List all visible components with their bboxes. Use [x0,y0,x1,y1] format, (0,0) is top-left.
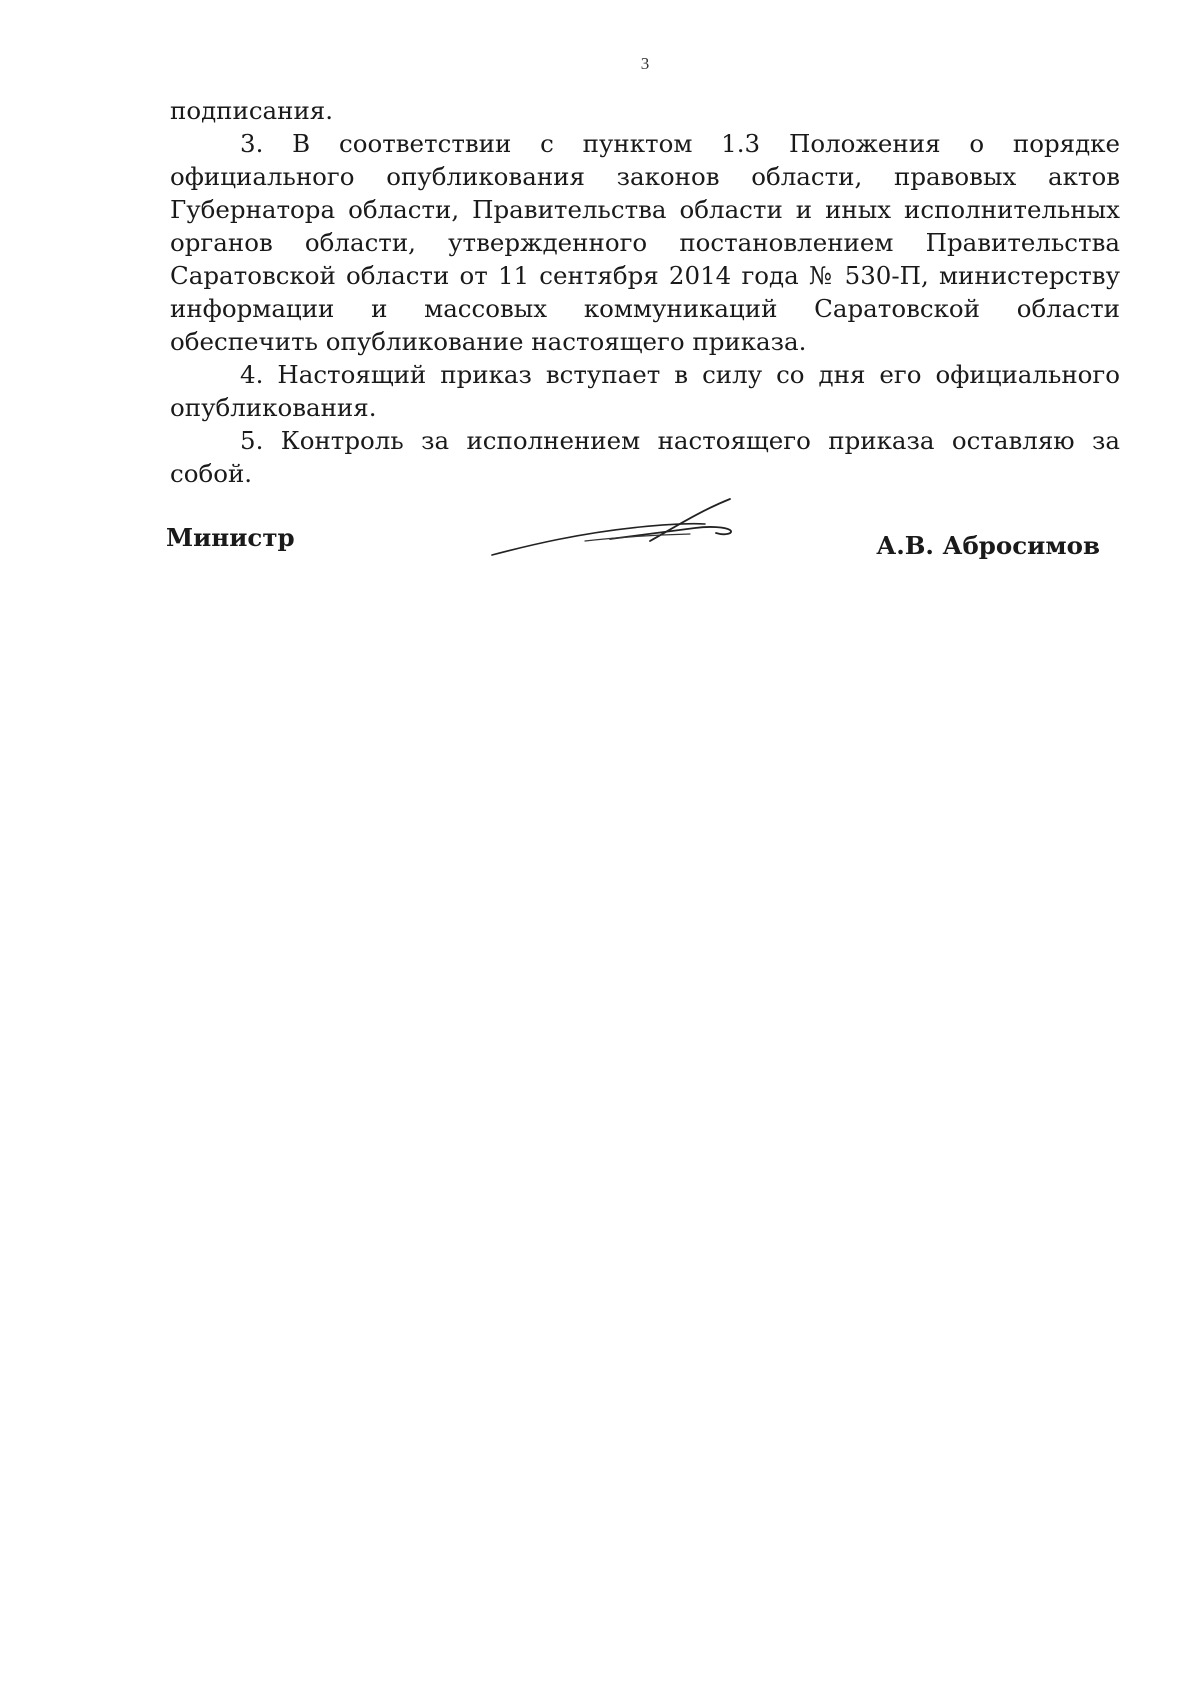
document-body [170,94,1120,490]
paragraph-5: 5. Контроль за исполнением настоящего приказа оставляю за собой. [170,426,1120,488]
signatory-title: Министр [166,523,295,552]
page-number: 3 [640,54,650,73]
handwritten-signature [490,497,760,567]
signatory-name: А.В. Абросимов [876,531,1100,560]
signature-block [0,497,1200,567]
paragraph-3: 3. В соответствии с пунктом 1.3 Положения о порядке официального опубликования законов области, правовых актов Губернатора области, Правительства области и иных исполнительных органов области, утвержденного постановлением Правительства Саратовской области от 11 сентября 2014 года № 530-П, министерству информации и массовых коммуникаций Саратовской области обеспечить опубликование настоящего приказа. [170,129,1120,356]
paragraph-4: 4. Настоящий приказ вступает в силу со дня его официального опубликования. [170,360,1120,422]
paragraph-continuation: подписания. [170,96,334,125]
